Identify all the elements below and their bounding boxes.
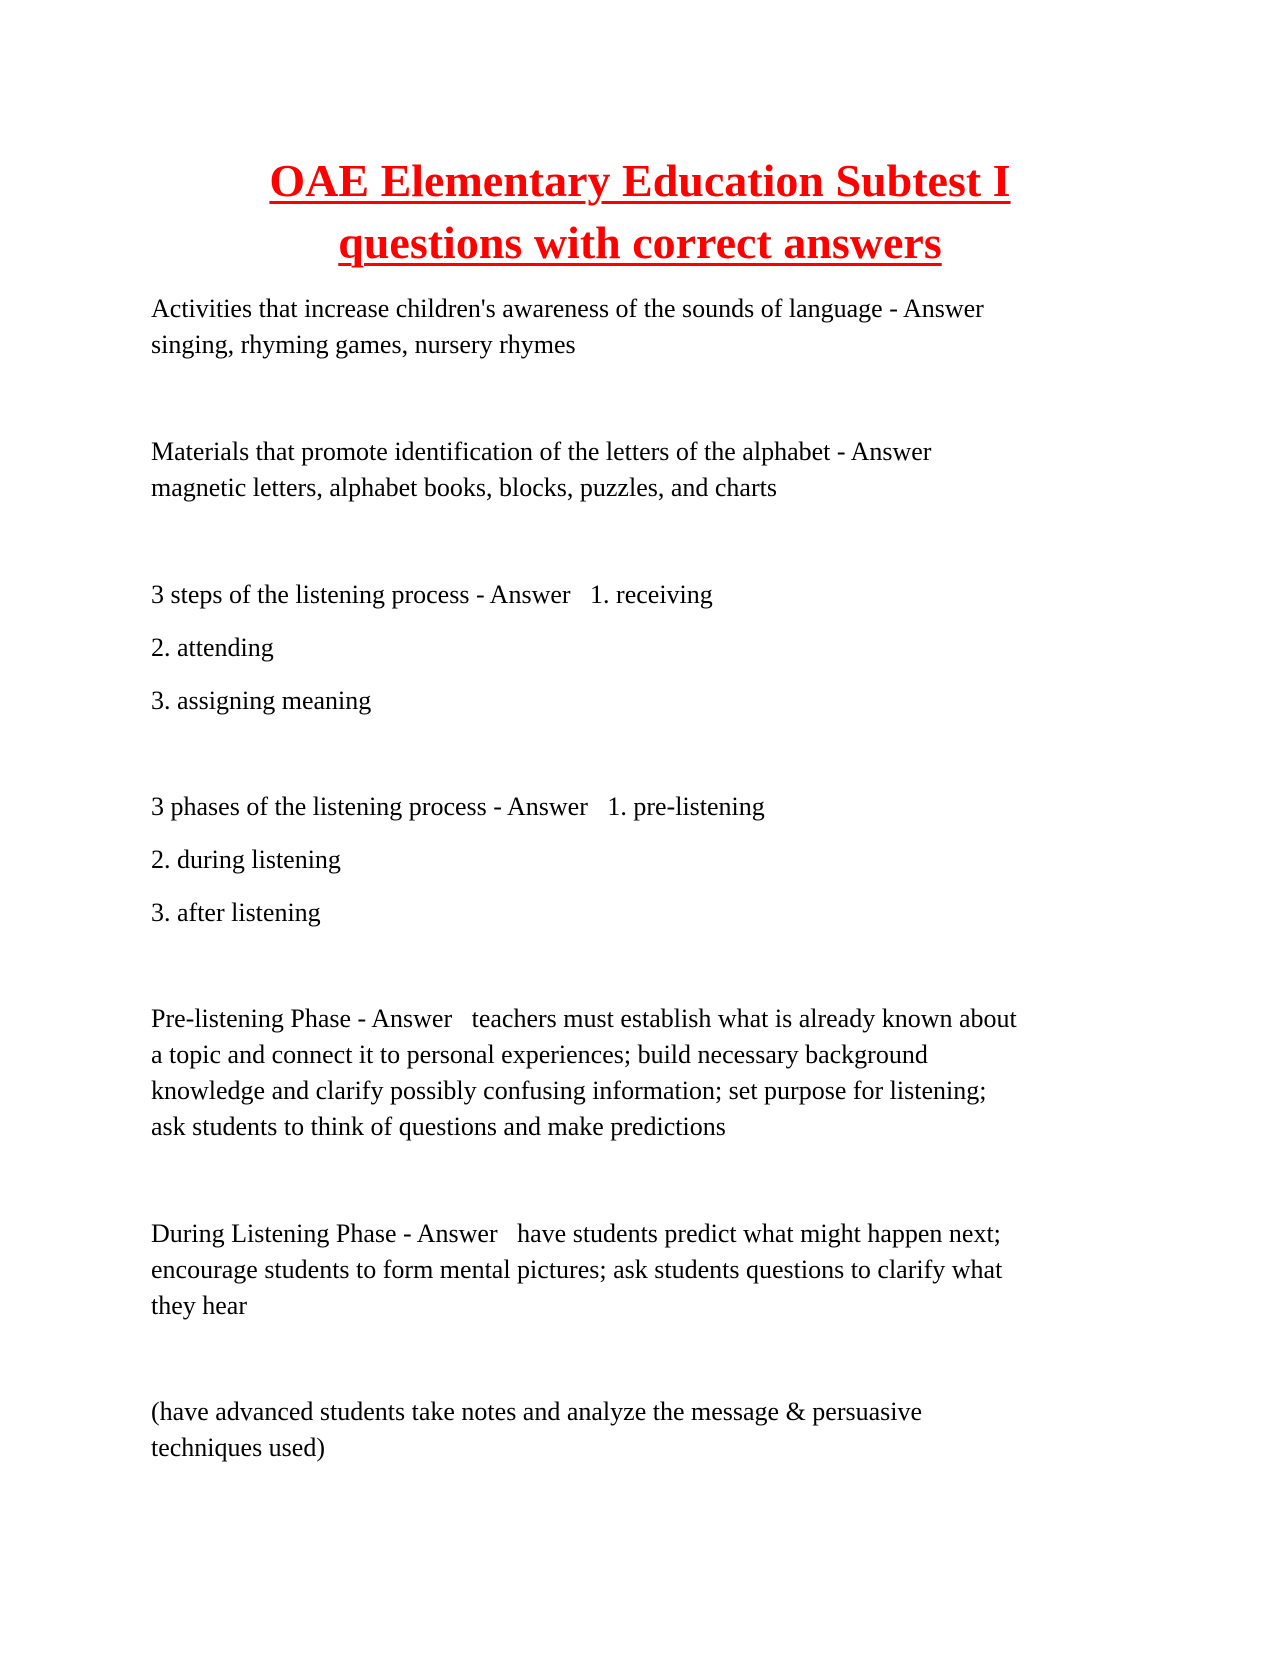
document-title	[0, 150, 1280, 274]
qa-listening-steps: 3 steps of the listening process - Answer 1. receiving	[151, 580, 713, 609]
qa-sound-awareness: Activities that increase children's awareness of the sounds of language - Answer singing, rhyming games, nursery rhymes	[151, 294, 984, 359]
qa-listening-phase-3: 3. after listening	[151, 898, 321, 927]
document-title-line-1: OAE Elementary Education Subtest I	[269, 155, 1011, 206]
qa-advanced-students: (have advanced students take notes and analyze the message & persuasive techniques used)	[151, 1397, 923, 1462]
qa-listening-step-3: 3. assigning meaning	[151, 686, 372, 715]
qa-pre-listening: Pre-listening Phase - Answer teachers must establish what is already known about a topic and connect it to personal experiences; build necessary background knowledge and clarify possibly confusing information; set purpose for listening; ask students to think of questions and make predictions	[151, 1004, 1017, 1141]
qa-alphabet-materials: Materials that promote identification of the letters of the alphabet - Answer magnetic letters, alphabet books, blocks, puzzles, and charts	[151, 437, 932, 502]
qa-listening-phase-2: 2. during listening	[151, 845, 341, 874]
document-title-line-2: questions with correct answers	[338, 217, 942, 268]
qa-listening-step-2: 2. attending	[151, 633, 274, 662]
qa-during-listening: During Listening Phase - Answer have students predict what might happen next; encourage students to form mental pictures; ask students questions to clarify what they hear	[151, 1219, 1003, 1320]
qa-listening-phases: 3 phases of the listening process - Answer 1. pre-listening	[151, 792, 765, 821]
